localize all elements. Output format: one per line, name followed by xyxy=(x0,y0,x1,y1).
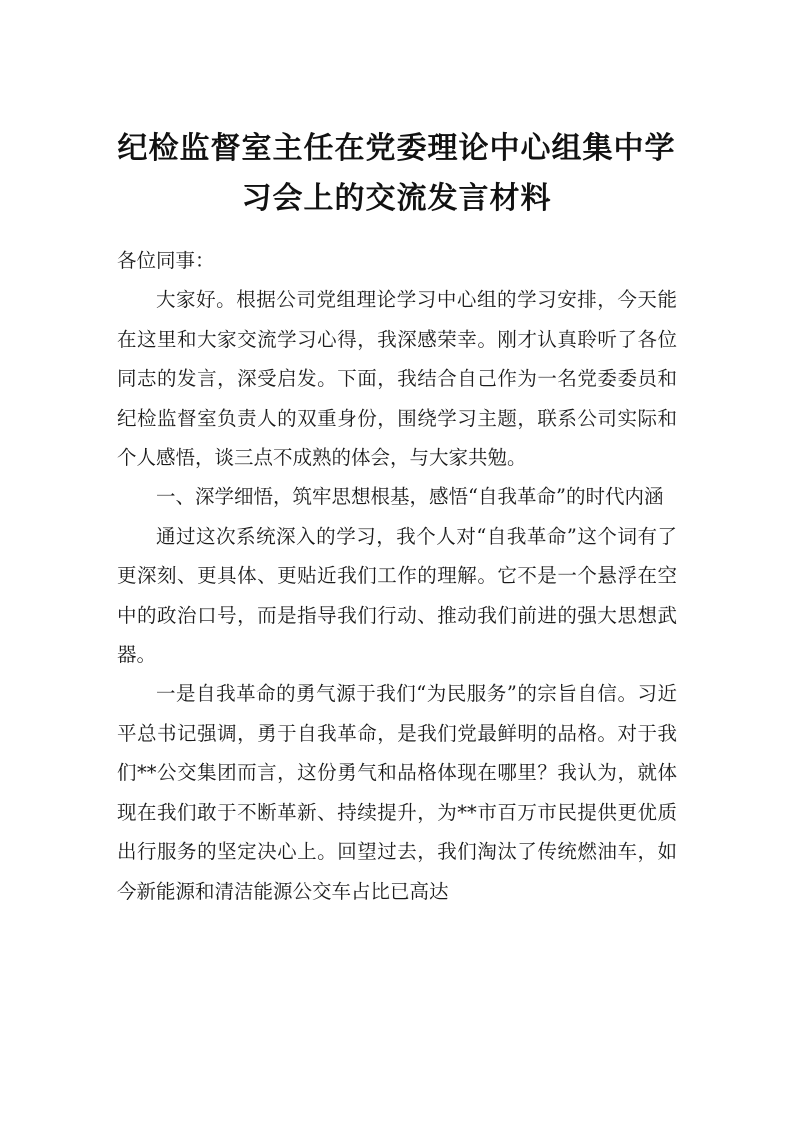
paragraph-greeting: 大家好。根据公司党组理论学习中心组的学习安排，今天能在这里和大家交流学习心得，我深感荣幸。刚才认真聆听了各位同志的发言，深受启发。下面，我结合自己作为一名党委委员和纪检监督室负责人的双重身份，围绕学习主题，联系公司实际和个人感悟，谈三点不成熟的体会，与大家共勉。 xyxy=(117,288,677,470)
title-line-1: 纪检监督室主任在党委理论中心组集中学 xyxy=(117,131,676,166)
document-title xyxy=(0,124,793,224)
title-line-2: 习会上的交流发言材料 xyxy=(241,181,552,216)
salutation: 各位同事： xyxy=(117,249,215,272)
section-heading-1: 一、深学细悟，筑牢思想根基，感悟“自我革命”的时代内涵 xyxy=(156,485,664,509)
paragraph-self-revolution: 通过这次系统深入的学习，我个人对“自我革命”这个词有了更深刻、更具体、更贴近我们工作的理解。它不是一个悬浮在空中的政治口号，而是指导我们行动、推动我们前进的强大思想武器。 xyxy=(117,524,677,667)
paragraph-point-one: 一是自我革命的勇气源于我们“为民服务”的宗旨自信。习近平总书记强调，勇于自我革命，是我们党最鲜明的品格。对于我们**公交集团而言，这份勇气和品格体现在哪里？我认为，就体现在我们敢于不断革新、持续提升，为**市百万市民提供更优质出行服务的坚定决心上。回望过去，我们淘汰了传统燃油车，如今新能源和清洁能源公交车占比已高达 xyxy=(117,682,677,903)
document-body xyxy=(117,241,677,911)
